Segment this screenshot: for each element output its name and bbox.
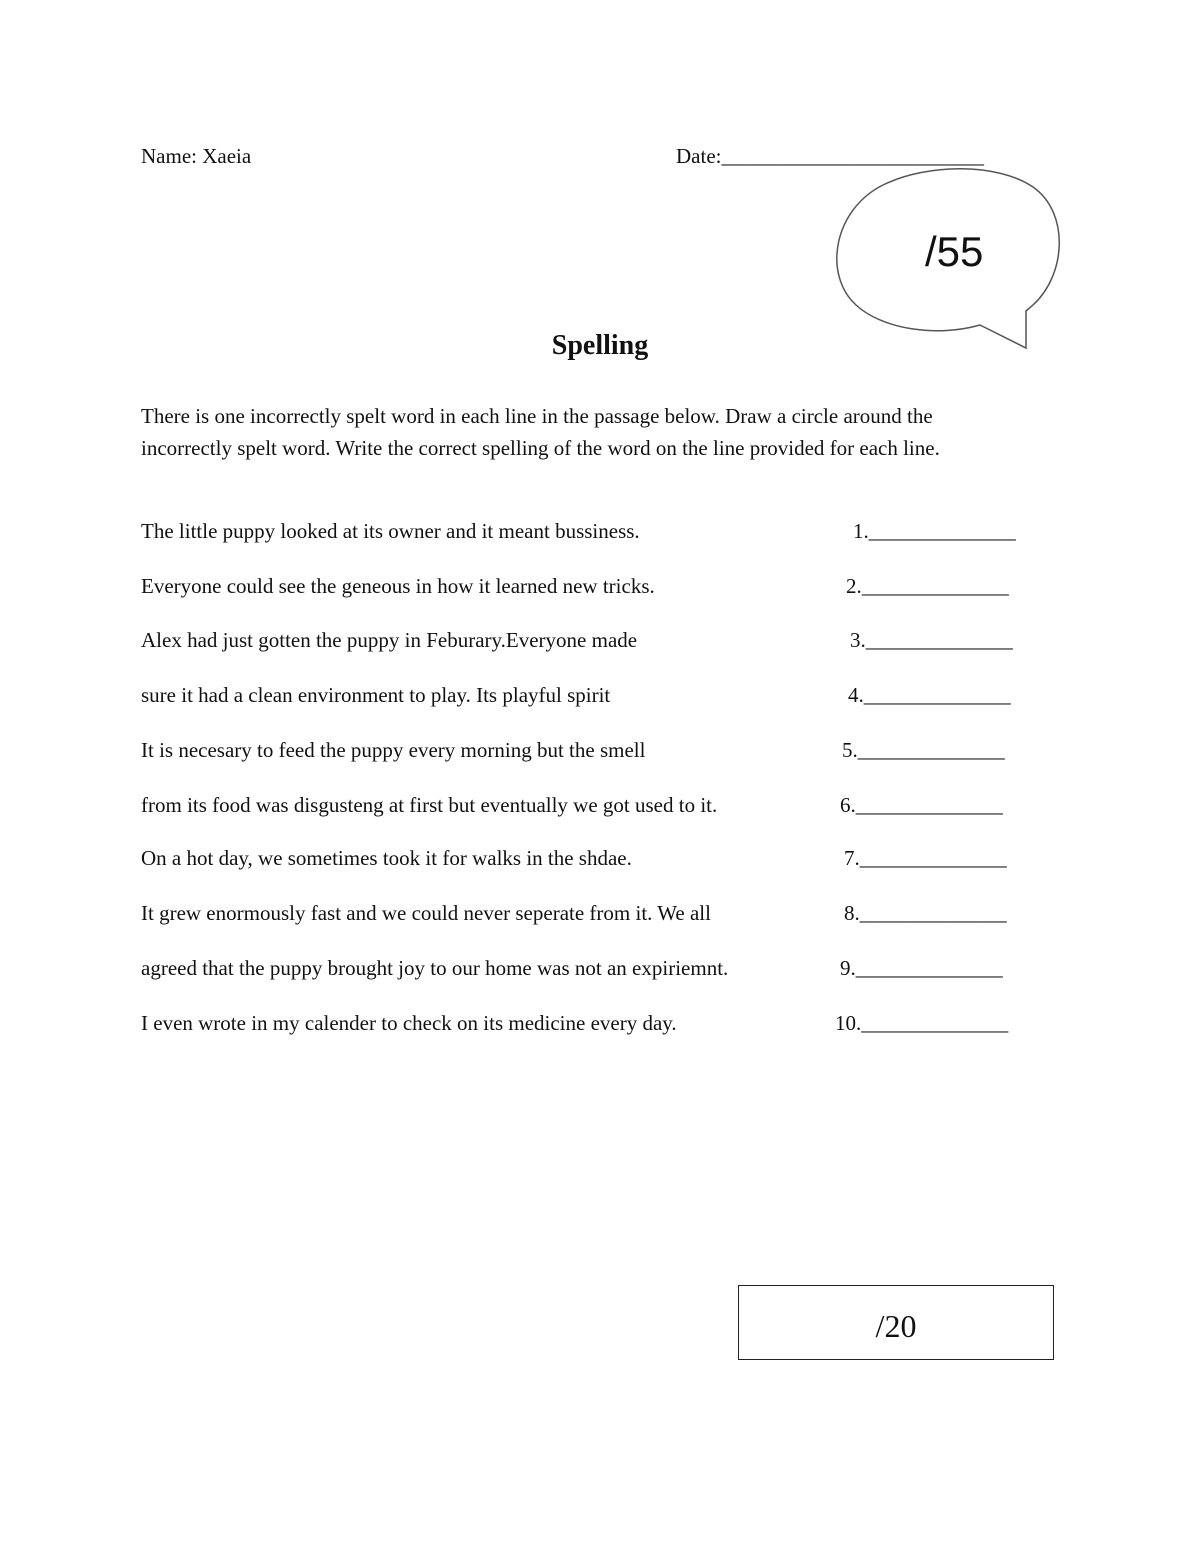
score-box-label: /20 — [875, 1308, 917, 1344]
date-field[interactable]: Date:_________________________ — [676, 144, 984, 168]
answer-blank[interactable]: 4.______________ — [848, 683, 1011, 707]
passage-line: It grew enormously fast and we could never seperate from it. We all — [141, 901, 711, 925]
passage-line: agreed that the puppy brought joy to our home was not an expiriemnt. — [141, 956, 729, 980]
answer-blank[interactable]: 6.______________ — [840, 793, 1003, 817]
answer-blank[interactable]: 2.______________ — [846, 574, 1009, 598]
score-box — [738, 1285, 1054, 1360]
answer-blank[interactable]: 8.______________ — [844, 901, 1007, 925]
passage-line: On a hot day, we sometimes took it for walks in the shdae. — [141, 846, 632, 870]
passage-line: I even wrote in my calender to check on its medicine every day. — [141, 1011, 677, 1035]
passage-line: The little puppy looked at its owner and it meant bussiness. — [141, 519, 640, 543]
answer-blank[interactable]: 5.______________ — [842, 738, 1005, 762]
instructions-line: There is one incorrectly spelt word in each line in the passage below. Draw a circle around the — [141, 404, 933, 428]
page-title: Spelling — [551, 330, 649, 361]
score-bubble-label: /55 — [925, 228, 984, 275]
passage-line: from its food was disgusteng at first but eventually we got used to it. — [141, 793, 718, 817]
passage-line: Alex had just gotten the puppy in Feburary.Everyone made — [141, 628, 638, 652]
instructions-line: incorrectly spelt word. Write the correct spelling of the word on the line provided for each line. — [141, 436, 940, 460]
name-field: Name: Xaeia — [141, 144, 252, 168]
answer-blank[interactable]: 10.______________ — [835, 1011, 1009, 1035]
answer-blank[interactable]: 9.______________ — [840, 956, 1003, 980]
answer-blank[interactable]: 1.______________ — [853, 519, 1016, 543]
passage-line: It is necesary to feed the puppy every morning but the smell — [141, 738, 646, 762]
instructions — [141, 400, 1061, 464]
answer-blank[interactable]: 7.______________ — [844, 846, 1007, 870]
passage-line: sure it had a clean environment to play. Its playful spirit — [141, 683, 611, 707]
answer-blank[interactable]: 3.______________ — [850, 628, 1013, 652]
passage-line: Everyone could see the geneous in how it learned new tricks. — [141, 574, 655, 598]
